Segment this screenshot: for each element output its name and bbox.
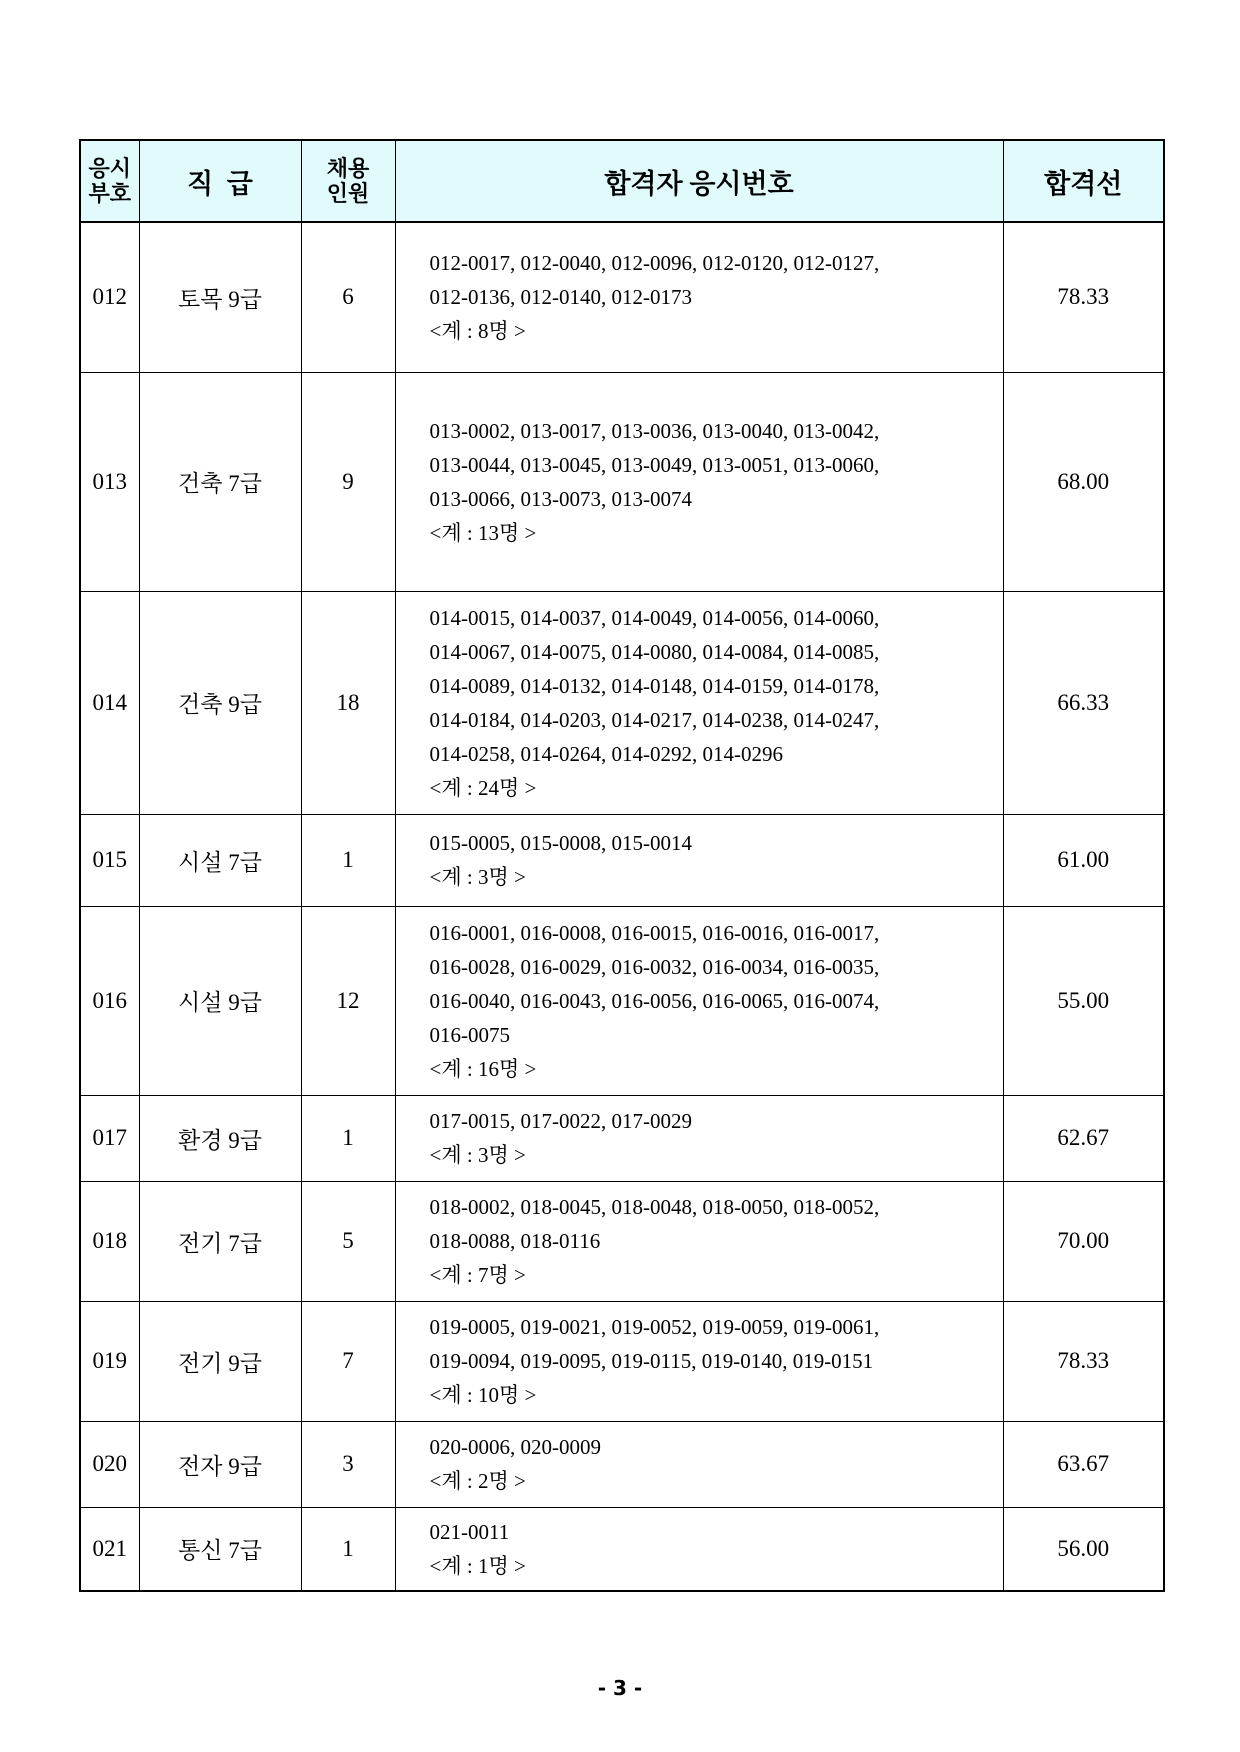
passer-numbers-line: 019-0094, 019-0095, 019-0115, 019-0140, 019-0151 bbox=[429, 1349, 874, 1373]
quota-cell: 6 bbox=[301, 222, 395, 372]
passers-total: <계 : 13명 > bbox=[429, 520, 537, 545]
passers-total: <계 : 3명 > bbox=[429, 1143, 526, 1167]
table-row bbox=[80, 1095, 1164, 1181]
header-passers: 합격자 응시번호 bbox=[395, 140, 1003, 222]
passer-numbers-line: 014-0184, 014-0203, 014-0217, 014-0238, 014-0247, bbox=[429, 707, 880, 732]
passer-numbers-line: 021-0011 bbox=[429, 1519, 510, 1544]
passer-numbers-line: 016-0040, 016-0043, 016-0056, 016-0065, 016-0074, bbox=[429, 988, 880, 1013]
passer-numbers-line: 012-0136, 012-0140, 012-0173 bbox=[429, 285, 692, 310]
table-row bbox=[80, 1421, 1164, 1507]
table-row bbox=[80, 906, 1164, 1095]
passers-total: <계 : 10명 > bbox=[429, 1383, 537, 1407]
position-cell: 시설 7급 bbox=[139, 814, 301, 906]
table-row bbox=[80, 814, 1164, 906]
quota-cell: 9 bbox=[301, 372, 395, 591]
cutoff-cell: 55.00 bbox=[1003, 906, 1164, 1095]
table-header-row bbox=[80, 140, 1164, 222]
header-quota: 채용 인원 bbox=[301, 140, 395, 222]
exam-code-cell: 013 bbox=[80, 372, 139, 591]
passer-numbers-line: 018-0002, 018-0045, 018-0048, 018-0050, 018-0052, bbox=[429, 1195, 880, 1219]
exam-code-cell: 018 bbox=[80, 1181, 139, 1301]
table-row bbox=[80, 1507, 1164, 1591]
quota-cell: 5 bbox=[301, 1181, 395, 1301]
quota-cell: 12 bbox=[301, 906, 395, 1095]
header-position: 직 급 bbox=[139, 140, 301, 222]
passer-numbers-line: 016-0075 bbox=[429, 1022, 510, 1047]
position-cell: 건축 9급 bbox=[139, 591, 301, 814]
passers-cell bbox=[395, 1421, 1003, 1507]
passers-cell bbox=[395, 1507, 1003, 1591]
passers-cell bbox=[395, 1181, 1003, 1301]
passers-cell bbox=[395, 814, 1003, 906]
passers-total: <계 : 16명 > bbox=[429, 1056, 537, 1081]
passers-total: <계 : 8명 > bbox=[429, 319, 526, 344]
position-cell: 시설 9급 bbox=[139, 906, 301, 1095]
passer-numbers-line: 013-0044, 013-0045, 013-0049, 013-0051, 013-0060, bbox=[429, 452, 880, 477]
passers-cell bbox=[395, 372, 1003, 591]
header-exam-code: 응시 부호 bbox=[80, 140, 139, 222]
passer-numbers-line: 018-0088, 018-0116 bbox=[429, 1229, 601, 1253]
quota-cell: 1 bbox=[301, 814, 395, 906]
cutoff-cell: 78.33 bbox=[1003, 1301, 1164, 1421]
table-body bbox=[80, 222, 1164, 1591]
exam-code-cell: 019 bbox=[80, 1301, 139, 1421]
exam-code-cell: 012 bbox=[80, 222, 139, 372]
position-cell: 전기 7급 bbox=[139, 1181, 301, 1301]
passers-cell bbox=[395, 1095, 1003, 1181]
position-cell: 건축 7급 bbox=[139, 372, 301, 591]
cutoff-cell: 78.33 bbox=[1003, 222, 1164, 372]
cutoff-cell: 56.00 bbox=[1003, 1507, 1164, 1591]
position-cell: 전기 9급 bbox=[139, 1301, 301, 1421]
cutoff-cell: 63.67 bbox=[1003, 1421, 1164, 1507]
exam-code-cell: 020 bbox=[80, 1421, 139, 1507]
passer-numbers-line: 015-0005, 015-0008, 015-0014 bbox=[429, 831, 692, 855]
table-row bbox=[80, 1301, 1164, 1421]
position-cell: 환경 9급 bbox=[139, 1095, 301, 1181]
passers-total: <계 : 24명 > bbox=[429, 775, 537, 800]
quota-cell: 7 bbox=[301, 1301, 395, 1421]
table-row bbox=[80, 591, 1164, 814]
passer-numbers-line: 019-0005, 019-0021, 019-0052, 019-0059, 019-0061, bbox=[429, 1315, 880, 1339]
passer-numbers-line: 016-0001, 016-0008, 016-0015, 016-0016, 016-0017, bbox=[429, 920, 880, 945]
cutoff-cell: 66.33 bbox=[1003, 591, 1164, 814]
table-row bbox=[80, 372, 1164, 591]
passers-total: <계 : 1명 > bbox=[429, 1553, 526, 1578]
exam-code-cell: 017 bbox=[80, 1095, 139, 1181]
exam-code-cell: 014 bbox=[80, 591, 139, 814]
passers-total: <계 : 3명 > bbox=[429, 865, 526, 889]
table-row bbox=[80, 1181, 1164, 1301]
passer-numbers-line: 013-0066, 013-0073, 013-0074 bbox=[429, 486, 692, 511]
passer-numbers-line: 012-0017, 012-0040, 012-0096, 012-0120, 012-0127, bbox=[429, 251, 880, 276]
passers-cell bbox=[395, 1301, 1003, 1421]
passers-cell bbox=[395, 591, 1003, 814]
passer-numbers-line: 017-0015, 017-0022, 017-0029 bbox=[429, 1109, 692, 1133]
exam-code-cell: 021 bbox=[80, 1507, 139, 1591]
position-cell: 통신 7급 bbox=[139, 1507, 301, 1591]
passer-numbers-line: 014-0258, 014-0264, 014-0292, 014-0296 bbox=[429, 741, 783, 766]
cutoff-cell: 70.00 bbox=[1003, 1181, 1164, 1301]
results-table bbox=[79, 139, 1165, 1592]
passers-total: <계 : 7명 > bbox=[429, 1263, 526, 1287]
quota-cell: 1 bbox=[301, 1095, 395, 1181]
page-number: - 3 - bbox=[597, 1676, 643, 1700]
passers-total: <계 : 2명 > bbox=[429, 1469, 526, 1493]
passers-cell bbox=[395, 906, 1003, 1095]
passers-cell bbox=[395, 222, 1003, 372]
position-cell: 토목 9급 bbox=[139, 222, 301, 372]
quota-cell: 3 bbox=[301, 1421, 395, 1507]
exam-code-cell: 015 bbox=[80, 814, 139, 906]
cutoff-cell: 62.67 bbox=[1003, 1095, 1164, 1181]
cutoff-cell: 61.00 bbox=[1003, 814, 1164, 906]
quota-cell: 1 bbox=[301, 1507, 395, 1591]
passer-numbers-line: 020-0006, 020-0009 bbox=[429, 1435, 601, 1459]
passer-numbers-line: 013-0002, 013-0017, 013-0036, 013-0040, 013-0042, bbox=[429, 418, 880, 443]
passer-numbers-line: 014-0067, 014-0075, 014-0080, 014-0084, 014-0085, bbox=[429, 639, 880, 664]
passer-numbers-line: 014-0089, 014-0132, 014-0148, 014-0159, 014-0178, bbox=[429, 673, 880, 698]
header-cutoff: 합격선 bbox=[1003, 140, 1164, 222]
cutoff-cell: 68.00 bbox=[1003, 372, 1164, 591]
quota-cell: 18 bbox=[301, 591, 395, 814]
passer-numbers-line: 016-0028, 016-0029, 016-0032, 016-0034, 016-0035, bbox=[429, 954, 880, 979]
position-cell: 전자 9급 bbox=[139, 1421, 301, 1507]
passer-numbers-line: 014-0015, 014-0037, 014-0049, 014-0056, 014-0060, bbox=[429, 605, 880, 630]
table-row bbox=[80, 222, 1164, 372]
exam-code-cell: 016 bbox=[80, 906, 139, 1095]
